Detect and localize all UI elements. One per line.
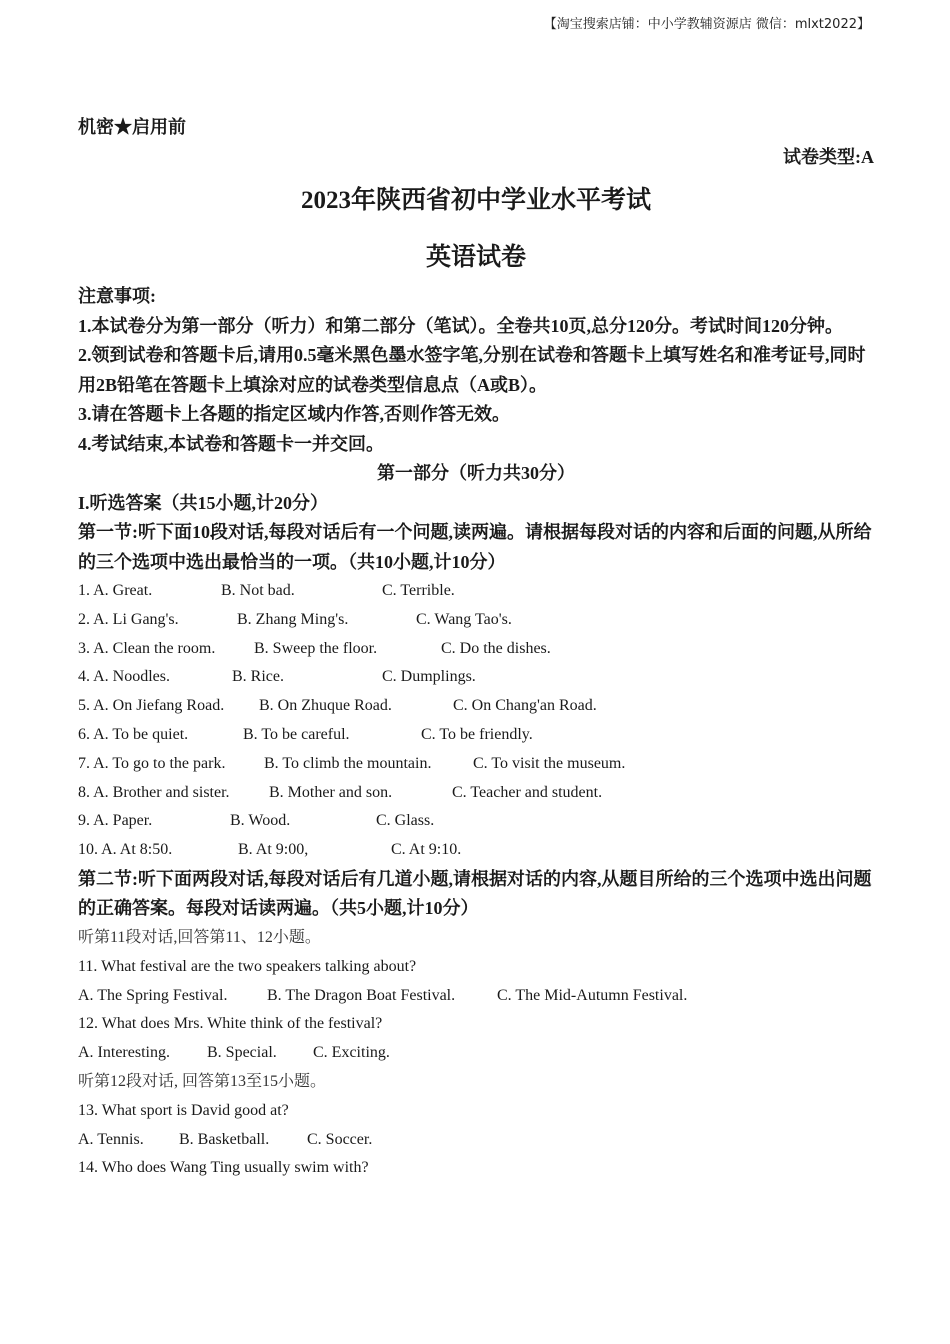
question-11-options: [78, 982, 874, 1011]
option-b: B. To climb the mountain.: [264, 754, 432, 772]
option-c: C. At 9:10.: [391, 841, 462, 859]
question-row-8: [78, 779, 874, 808]
option-a: 6. A. To be quiet.: [78, 725, 189, 743]
question-row-5: [78, 692, 874, 721]
question-13-options: [78, 1126, 874, 1155]
option-b: B. Zhang Ming's.: [237, 610, 349, 628]
option-a: 7. A. To go to the park.: [78, 754, 226, 772]
option-a: 2. A. Li Gang's.: [78, 610, 179, 628]
option-b: B. Rice.: [232, 668, 284, 686]
question-row-3: [78, 635, 874, 664]
option-b: B. Special.: [207, 1044, 277, 1062]
notice-item-2: 2.领到试卷和答题卡后,请用0.5毫米黑色墨水签字笔,分别在试卷和答题卡上填写姓名和准考证号,同时用2B铅笔在答题卡上填涂对应的试卷类型信息点（A或B）。: [78, 345, 866, 395]
option-a: A. Interesting.: [78, 1044, 170, 1062]
option-c: C. To be friendly.: [421, 725, 533, 743]
paper-type-label: 试卷类型:A: [783, 147, 874, 167]
shop-header-note: 【淘宝搜索店铺：中小学教辅资源店 微信：mlxt2022】: [543, 17, 870, 32]
question-row-7: [78, 750, 874, 779]
option-a: 1. A. Great.: [78, 582, 153, 599]
option-c: C. Teacher and student.: [452, 783, 603, 801]
sub2-instructions: 第二节:听下面两段对话,每段对话后有几道小题,请根据对话的内容,从题目所给的三个选项中选出问题的正确答案。每段对话读两遍。（共5小题,计10分）: [78, 868, 872, 919]
option-b: B. To be careful.: [243, 725, 350, 743]
question-14: 14. Who does Wang Ting usually swim with?: [78, 1159, 369, 1177]
question-11: 11. What festival are the two speakers talking about?: [78, 957, 417, 975]
section1-title: I.听选答案（共15小题,计20分）: [78, 492, 329, 513]
option-b: B. Sweep the floor.: [254, 639, 378, 657]
option-c: C. On Chang'an Road.: [453, 697, 597, 715]
option-a: 9. A. Paper.: [78, 812, 153, 830]
question-row-4: [78, 663, 874, 692]
option-c: C. Soccer.: [307, 1130, 373, 1148]
dialog-11-note: 听第11段对话,回答第11、12小题。: [78, 928, 321, 946]
exam-title: 2023年陕西省初中学业水平考试: [300, 187, 651, 214]
part1-heading: 第一部分（听力共30分）: [377, 463, 575, 483]
option-c: C. Do the dishes.: [441, 639, 551, 657]
option-c: C. Wang Tao's.: [416, 610, 512, 628]
option-a: 4. A. Noodles.: [78, 668, 170, 686]
notice-item-1: 1.本试卷分为第一部分（听力）和第二部分（笔试）。全卷共10页,总分120分。考试时间120分钟。: [78, 315, 843, 336]
sub1-instructions: 第一节:听下面10段对话,每段对话后有一个问题,读两遍。请根据每段对话的内容和后面的问题,从所给的三个选项中选出最恰当的一项。（共10小题,计10分）: [78, 522, 872, 572]
option-c: C. To visit the museum.: [473, 754, 626, 772]
option-a: A. Tennis.: [78, 1130, 144, 1148]
option-b: B. Basketball.: [179, 1130, 270, 1148]
question-row-9: [78, 807, 874, 836]
option-c: C. Exciting.: [313, 1044, 390, 1062]
option-b: B. Wood.: [230, 812, 291, 830]
question-12: 12. What does Mrs. White think of the festival?: [78, 1015, 383, 1033]
option-b: B. Not bad.: [221, 582, 295, 599]
notice-item-4: 4.考试结束,本试卷和答题卡一并交回。: [78, 433, 384, 454]
exam-subtitle: 英语试卷: [425, 244, 526, 271]
option-c: C. The Mid-Autumn Festival.: [497, 986, 688, 1004]
notice-heading: 注意事项:: [78, 286, 156, 306]
question-13: 13. What sport is David good at?: [78, 1101, 289, 1119]
notice-item-3: 3.请在答题卡上各题的指定区域内作答,否则作答无效。: [78, 404, 510, 424]
confidential-label: 机密★启用前: [78, 117, 186, 137]
option-c: C. Glass.: [376, 812, 435, 830]
option-a: 8. A. Brother and sister.: [78, 783, 230, 801]
option-a: 5. A. On Jiefang Road.: [78, 697, 225, 715]
option-a: 10. A. At 8:50.: [78, 841, 173, 859]
exam-content: [78, 282, 874, 1183]
option-b: B. On Zhuque Road.: [259, 697, 392, 715]
dialog-12-note: 听第12段对话, 回答第13至15小题。: [78, 1072, 327, 1090]
question-row-10: [78, 836, 874, 865]
option-b: B. At 9:00,: [238, 841, 309, 859]
question-row-1: [78, 577, 874, 606]
option-c: C. Dumplings.: [382, 668, 476, 686]
option-a: 3. A. Clean the room.: [78, 639, 216, 657]
option-b: B. Mother and son.: [269, 783, 393, 801]
option-c: C. Terrible.: [382, 582, 455, 599]
option-b: B. The Dragon Boat Festival.: [267, 986, 456, 1004]
question-row-6: [78, 721, 874, 750]
question-row-2: [78, 606, 874, 635]
option-a: A. The Spring Festival.: [78, 986, 228, 1004]
question-12-options: [78, 1039, 874, 1068]
